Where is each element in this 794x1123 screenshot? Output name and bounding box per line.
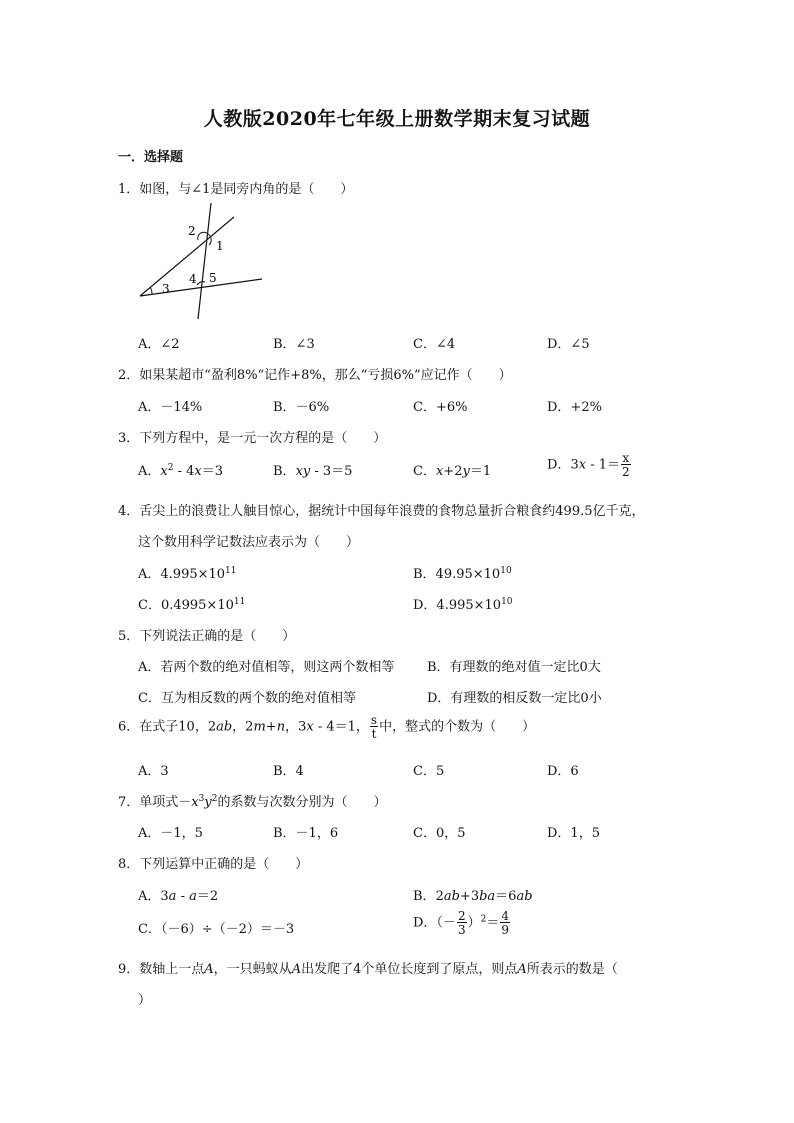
q4-option-a: A．$4.995\times 10^{11}$ (138, 566, 237, 582)
q3-option-c: C．x+2y＝1 (413, 464, 492, 479)
q3-option-a: A．$x^2 - 4x=3$ (138, 463, 224, 479)
q8-option-c: C．（－6）÷（－2）＝－3 (138, 922, 295, 937)
question-3-stem: 3．下列方程中，是一元一次方程的是（ ） (118, 431, 387, 446)
q1-option-a: A．∠2 (138, 337, 180, 352)
page-title: 人教版2020年七年级上册数学期末复习试题 (203, 108, 591, 130)
q3-option-d: D．3x - 1＝ $\frac{x}{2}$ (547, 451, 630, 479)
q7-option-c: C．0，5 (413, 826, 466, 841)
question-9-stem-line1: 9．数轴上一点A，一只蚂蚁从A出发爬了4个单位长度到了原点，则点A所表示的数是（ (118, 962, 618, 977)
q5-option-b: B．有理数的绝对值一定比0大 (427, 660, 601, 675)
q7-option-d: D．1，5 (547, 826, 600, 841)
question-4-stem-line2: 这个数用科学记数法应表示为（ ） (138, 535, 360, 550)
question-5-stem: 5．下列说法正确的是（ ） (118, 629, 296, 644)
angle-arc-4 (197, 282, 205, 285)
figure-label-1: 1 (216, 239, 224, 253)
figure-transversal (198, 203, 211, 319)
question-1-figure (130, 203, 270, 325)
q5-option-a: A．若两个数的绝对值相等，则这两个数相等 (138, 660, 395, 675)
q1-option-c: C．∠4 (413, 337, 456, 352)
question-6-stem: 6．在式子10，2ab，2m+n，3x - 4＝1， $\frac{s}{t}$ 中，整式的个数为（ ） (118, 713, 536, 741)
q5-option-d: D．有理数的相反数一定比0小 (427, 691, 602, 706)
question-1-stem: 1．如图，与∠1是同旁内角的是（ ） (118, 182, 354, 197)
question-4-stem-line1: 4．舌尖上的浪费让人触目惊心，据统计中国每年浪费的食物总量折合粮食约499.5亿千克， (118, 504, 645, 519)
q8-option-d: D．（－ $\frac{2}{3}$ ）$^2$＝ $\frac{4}{9}$ (413, 909, 509, 937)
q4-option-b: B．$49.95\times 10^{10}$ (413, 566, 512, 582)
q6-option-c: C．5 (413, 764, 445, 779)
q3-option-b: B．xy - 3＝5 (273, 464, 353, 479)
figure-label-2: 2 (188, 224, 196, 238)
figure-line-a (140, 217, 234, 296)
q1-option-b: B．∠3 (273, 337, 315, 352)
q6-option-a: A．3 (138, 764, 169, 779)
fraction-4-over-9: $\frac{4}{9}$ (501, 909, 509, 937)
fraction-s-over-t: $\frac{s}{t}$ (370, 713, 378, 741)
section-heading: 一．选择题 (118, 150, 184, 165)
q8-option-a: A．3a - a＝2 (138, 889, 219, 904)
angle-arc-1 (208, 234, 211, 245)
angle-arc-3 (150, 287, 152, 294)
q7-option-b: B．－1，6 (273, 826, 339, 841)
q6-option-b: B．4 (273, 764, 304, 779)
q2-option-a: A．－14% (138, 400, 203, 415)
figure-label-4: 4 (189, 272, 197, 286)
fraction-x-over-2: $\frac{x}{2}$ (622, 451, 630, 479)
q5-option-c: C．互为相反数的两个数的绝对值相等 (138, 691, 356, 706)
q2-option-b: B．－6% (273, 400, 330, 415)
question-7-stem: 7．单项式$-x^3y^2$的系数与次数分别为（ ） (118, 794, 387, 810)
q2-option-c: C．+6% (413, 400, 468, 415)
q2-option-d: D．+2% (547, 400, 602, 415)
question-2-stem: 2．如果某超市“盈利8%“记作+8%，那么“亏损6%”应记作（ ） (118, 368, 512, 383)
figure-label-3: 3 (162, 282, 170, 296)
figure-label-5: 5 (209, 271, 217, 285)
q4-option-c: C．$0.4995\times 10^{11}$ (138, 597, 246, 613)
q1-option-d: D．∠5 (547, 337, 590, 352)
question-9-stem-line2: ） (138, 993, 152, 1008)
question-8-stem: 8．下列运算中正确的是（ ） (118, 857, 309, 872)
q6-option-d: D．6 (547, 764, 579, 779)
q7-option-a: A．－1，5 (138, 826, 203, 841)
fraction-2-over-3: $\frac{2}{3}$ (457, 909, 466, 937)
q4-option-d: D．$4.995\times 10^{10}$ (413, 597, 513, 613)
q8-option-b: B．2ab+3ba＝6ab (413, 889, 533, 904)
